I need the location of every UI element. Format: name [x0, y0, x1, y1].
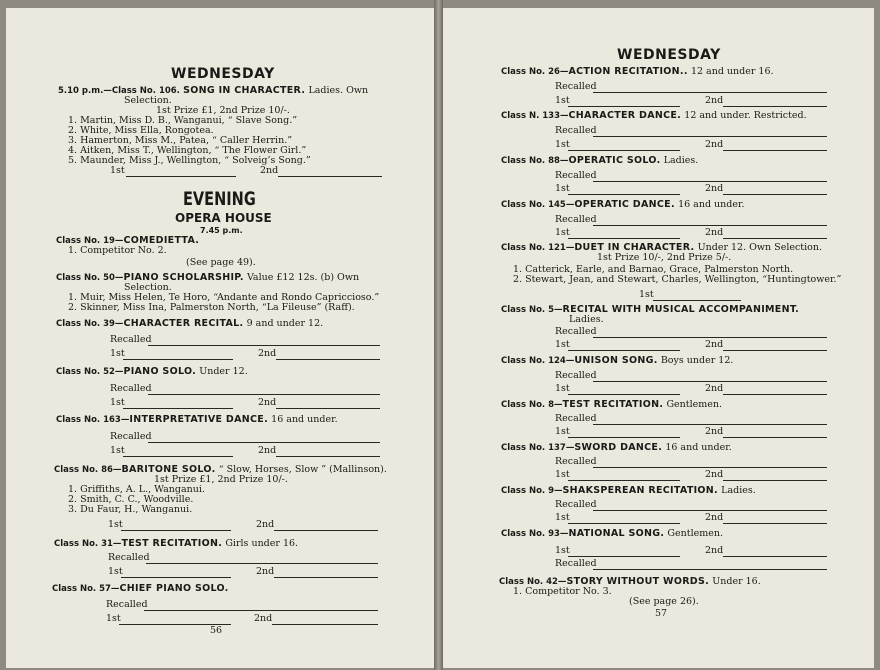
- blank-line-first: [568, 394, 680, 395]
- recalled-label: Recalled: [555, 81, 597, 92]
- class-code: Class No. 42—: [499, 577, 567, 587]
- class-26-header: [501, 66, 774, 77]
- class-code: Class No. 26—: [501, 67, 569, 77]
- class-code: Class No. 9—: [501, 486, 563, 496]
- recalled-label: Recalled: [555, 499, 597, 510]
- blank-line-second: [276, 408, 380, 409]
- class-code: Class No. 52—: [56, 367, 124, 377]
- recalled-label: Recalled: [108, 552, 150, 563]
- second-label: 2nd: [705, 426, 724, 437]
- class-title: PIANO SCHOLARSHIP.: [123, 272, 244, 283]
- blank-line-first: [121, 530, 231, 531]
- prize-text: 1st Prize £1, 2nd Prize 10/-.: [154, 474, 288, 485]
- recalled-label: Recalled: [110, 383, 152, 394]
- class-detail: Ladies.: [569, 314, 604, 325]
- class-title: STORY WITHOUT WORDS.: [566, 576, 710, 587]
- class-106-header: [58, 85, 368, 96]
- first-label: 1st: [555, 95, 570, 106]
- session-time: 7.45 p.m.: [200, 226, 243, 235]
- first-label: 1st: [555, 139, 570, 150]
- class-detail: Under 12.: [199, 366, 248, 377]
- class-code: Class N. 133—: [501, 111, 569, 121]
- blank-line-second: [723, 238, 827, 239]
- first-label: 1st: [555, 469, 570, 480]
- class-88-header: [501, 155, 698, 166]
- first-label: 1st: [108, 519, 123, 530]
- blank-line-first: [568, 523, 680, 524]
- second-label: 2nd: [705, 339, 724, 350]
- class-145-header: [501, 199, 745, 210]
- recalled-label: Recalled: [110, 431, 152, 442]
- recalled-label: Recalled: [555, 326, 597, 337]
- competitor-entry: 2. Skinner, Miss Ina, Palmerston North, “La Fileuse” (Raff).: [68, 302, 355, 313]
- class-8-header: [501, 399, 722, 410]
- class-detail: 12 and under. Restricted.: [684, 110, 807, 121]
- class-title: OPERATIC SOLO.: [568, 155, 661, 166]
- first-label: 1st: [110, 165, 125, 176]
- blank-line-first: [121, 577, 231, 578]
- recalled-label: Recalled: [555, 370, 597, 381]
- class-title: SONG IN CHARACTER.: [183, 85, 306, 96]
- class-detail-continued: Selection.: [124, 282, 172, 293]
- blank-line-first: [653, 300, 741, 301]
- class-detail: Ladies.: [663, 155, 699, 166]
- blank-line-first: [568, 437, 680, 438]
- class-title: SHAKSPEREAN RECITATION.: [562, 485, 718, 496]
- class-code: Class No. 19—: [56, 236, 124, 246]
- class-5-header: [501, 304, 799, 315]
- blank-line-recalled: [593, 424, 827, 425]
- blank-line-recalled: [593, 381, 827, 382]
- blank-line-first: [568, 194, 680, 195]
- blank-line-recalled: [146, 563, 378, 564]
- class-163-header: [56, 414, 338, 425]
- competitor-entry: 2. Stewart, Jean, and Stewart, Charles, Wellington, “Huntingtower.”: [513, 274, 842, 285]
- blank-line-first: [123, 456, 233, 457]
- class-code: Class No. 93—: [501, 529, 569, 539]
- class-code: Class No. 86—: [54, 465, 122, 475]
- class-31-header: [54, 538, 298, 549]
- second-label: 2nd: [256, 566, 275, 577]
- first-label: 1st: [555, 512, 570, 523]
- class-title: CHARACTER DANCE.: [568, 110, 682, 121]
- first-label: 1st: [555, 227, 570, 238]
- first-label: 1st: [555, 426, 570, 437]
- class-39-header: [56, 318, 323, 329]
- blank-line-recalled: [148, 345, 380, 346]
- class-93-header: [501, 528, 723, 539]
- page-number: 56: [210, 625, 223, 636]
- class-code: Class No. 163—: [56, 415, 130, 425]
- recalled-label: Recalled: [555, 125, 597, 136]
- blank-line-recalled: [593, 569, 827, 570]
- blank-line-recalled: [593, 136, 827, 137]
- blank-line-second: [723, 394, 827, 395]
- blank-line-first: [123, 408, 233, 409]
- class-detail: Gentlemen.: [667, 528, 723, 539]
- class-title: UNISON SONG.: [574, 355, 658, 366]
- first-label: 1st: [110, 445, 125, 456]
- class-title: ACTION RECITATION..: [568, 66, 688, 77]
- second-label: 2nd: [705, 545, 724, 556]
- book-spine: [434, 0, 443, 670]
- competitor-entry: 3. Du Faur, H., Wanganui.: [68, 504, 193, 515]
- class-detail: Ladies. Own: [308, 85, 369, 96]
- recalled-label: Recalled: [555, 558, 597, 569]
- blank-line-second: [272, 624, 378, 625]
- competitor-entry: 3. Hamerton, Miss M., Patea, “ Caller Herrin.”: [68, 135, 293, 146]
- class-detail-continued: Selection.: [124, 95, 172, 106]
- prize-text: 1st Prize 10/-, 2nd Prize 5/-.: [597, 252, 732, 263]
- class-detail: Under 16.: [712, 576, 761, 587]
- class-57-header: [52, 583, 229, 594]
- blank-line-second: [723, 480, 827, 481]
- class-detail: Value £12 12s. (b) Own: [246, 272, 360, 283]
- first-label: 1st: [555, 383, 570, 394]
- class-137-header: [501, 442, 732, 453]
- page-56: [6, 8, 434, 668]
- recalled-label: Recalled: [555, 456, 597, 467]
- first-label: 1st: [110, 397, 125, 408]
- class-title: DUET IN CHARACTER.: [574, 242, 695, 253]
- page-heading: WEDNESDAY: [171, 66, 275, 82]
- class-detail: 16 and under.: [678, 199, 745, 210]
- first-label: 1st: [639, 289, 654, 300]
- blank-line-first: [126, 176, 236, 177]
- blank-line-first: [568, 350, 680, 351]
- class-title: TEST RECITATION.: [121, 538, 223, 549]
- class-title: OPERATIC DANCE.: [574, 199, 675, 210]
- second-label: 2nd: [705, 469, 724, 480]
- class-code: Class No. 145—: [501, 200, 575, 210]
- first-label: 1st: [110, 348, 125, 359]
- blank-line-second: [276, 359, 380, 360]
- class-code: Class No. 124—: [501, 356, 575, 366]
- class-title: BARITONE SOLO.: [121, 464, 216, 475]
- class-code: Class No. 57—: [52, 584, 120, 594]
- recalled-label: Recalled: [555, 214, 597, 225]
- class-code: Class No. 5—: [501, 305, 563, 315]
- blank-line-first: [123, 359, 233, 360]
- blank-line-second: [723, 350, 827, 351]
- class-detail: 16 and under.: [271, 414, 338, 425]
- recalled-label: Recalled: [555, 413, 597, 424]
- competitor-entry: 2. White, Miss Ella, Rongotea.: [68, 125, 214, 136]
- class-detail: 12 and under 16.: [690, 66, 774, 77]
- competitor-entry: 1. Competitor No. 3.: [513, 586, 612, 597]
- blank-line-second: [278, 176, 382, 177]
- class-133-header: [501, 110, 807, 121]
- class-title: COMEDIETTA.: [123, 235, 200, 246]
- class-title: TEST RECITATION.: [562, 399, 664, 410]
- blank-line-recalled: [593, 92, 827, 93]
- second-label: 2nd: [260, 165, 279, 176]
- competitor-entry: 1. Griffiths, A. L., Wanganui.: [68, 484, 205, 495]
- class-9-header: [501, 485, 756, 496]
- class-code: Class No. 88—: [501, 156, 569, 166]
- class-title: PIANO SOLO.: [123, 366, 197, 377]
- competitor-entry: 1. Catterick, Earle, and Barnao, Grace, Palmerston North.: [513, 264, 794, 275]
- competitor-entry: 5. Maunder, Miss J., Wellington, “ Solveig’s Song.”: [68, 155, 311, 166]
- prize-text: 1st Prize £1, 2nd Prize 10/-.: [156, 105, 290, 116]
- page-57: [443, 8, 874, 668]
- competitor-entry: 1. Competitor No. 2.: [68, 245, 167, 256]
- second-label: 2nd: [705, 95, 724, 106]
- second-label: 2nd: [705, 383, 724, 394]
- recalled-label: Recalled: [110, 334, 152, 345]
- class-title: SWORD DANCE.: [574, 442, 663, 453]
- blank-line-second: [274, 530, 378, 531]
- second-label: 2nd: [705, 183, 724, 194]
- competitor-entry: 1. Martin, Miss D. B., Wanganui, “ Slave Song.”: [68, 115, 298, 126]
- blank-line-second: [274, 577, 378, 578]
- class-124-header: [501, 355, 733, 366]
- blank-line-second: [723, 150, 827, 151]
- class-detail: “ Slow, Horses, Slow ” (Mallinson).: [218, 464, 387, 475]
- blank-line-recalled: [148, 442, 380, 443]
- class-detail: 16 and under.: [665, 442, 732, 453]
- competitor-entry: 4. Aitken, Miss T., Wellington, “ The Flower Girl.”: [68, 145, 307, 156]
- class-title: INTERPRETATIVE DANCE.: [129, 414, 268, 425]
- second-label: 2nd: [258, 348, 277, 359]
- first-label: 1st: [555, 183, 570, 194]
- see-page-note: (See page 26).: [629, 596, 699, 607]
- blank-line-recalled: [593, 337, 827, 338]
- class-title: CHARACTER RECITAL.: [123, 318, 244, 329]
- blank-line-first: [568, 150, 680, 151]
- class-code: Class No. 31—: [54, 539, 122, 549]
- class-detail: 9 and under 12.: [246, 318, 324, 329]
- class-code: Class No. 8—: [501, 400, 563, 410]
- class-52-header: [56, 366, 248, 377]
- evening-heading: EVENING: [183, 188, 256, 210]
- blank-line-recalled: [148, 394, 380, 395]
- blank-line-first: [568, 556, 680, 557]
- competitor-entry: 2. Smith, C. C., Woodville.: [68, 494, 194, 505]
- second-label: 2nd: [705, 512, 724, 523]
- blank-line-first: [568, 106, 680, 107]
- second-label: 2nd: [705, 227, 724, 238]
- class-title: RECITAL WITH MUSICAL ACCOMPANIMENT.: [562, 304, 800, 315]
- class-title: NATIONAL SONG.: [568, 528, 665, 539]
- class-code: 5.10 p.m.—Class No. 106.: [58, 86, 180, 96]
- recalled-label: Recalled: [106, 599, 148, 610]
- class-code: Class No. 137—: [501, 443, 575, 453]
- class-detail: Ladies.: [721, 485, 756, 496]
- first-label: 1st: [555, 545, 570, 556]
- class-title: CHIEF PIANO SOLO.: [119, 583, 229, 594]
- class-detail: Boys under 12.: [660, 355, 734, 366]
- blank-line-first: [568, 238, 680, 239]
- class-detail: Gentlemen.: [666, 399, 723, 410]
- page-heading: WEDNESDAY: [617, 47, 721, 63]
- second-label: 2nd: [256, 519, 275, 530]
- class-50-header: [56, 272, 359, 283]
- blank-line-second: [723, 523, 827, 524]
- competitor-entry: 1. Muir, Miss Helen, Te Horo, “Andante and Rondo Capriccioso.”: [68, 292, 380, 303]
- second-label: 2nd: [705, 139, 724, 150]
- blank-line-second: [723, 194, 827, 195]
- first-label: 1st: [108, 566, 123, 577]
- blank-line-recalled: [593, 225, 827, 226]
- blank-line-recalled: [593, 510, 827, 511]
- blank-line-recalled: [593, 181, 827, 182]
- blank-line-second: [723, 556, 827, 557]
- blank-line-recalled: [144, 610, 378, 611]
- class-code: Class No. 50—: [56, 273, 124, 283]
- blank-line-first: [568, 480, 680, 481]
- second-label: 2nd: [254, 613, 273, 624]
- blank-line-second: [276, 456, 380, 457]
- second-label: 2nd: [258, 445, 277, 456]
- class-code: Class No. 121—: [501, 243, 575, 253]
- first-label: 1st: [106, 613, 121, 624]
- see-page-note: (See page 49).: [186, 257, 256, 268]
- venue-heading: OPERA HOUSE: [175, 211, 272, 225]
- recalled-label: Recalled: [555, 170, 597, 181]
- blank-line-second: [723, 437, 827, 438]
- class-detail: Girls under 16.: [225, 538, 299, 549]
- class-detail: Under 12. Own Selection.: [697, 242, 823, 253]
- blank-line-second: [723, 106, 827, 107]
- class-code: Class No. 39—: [56, 319, 124, 329]
- page-number: 57: [655, 608, 668, 619]
- first-label: 1st: [555, 339, 570, 350]
- blank-line-recalled: [593, 467, 827, 468]
- second-label: 2nd: [258, 397, 277, 408]
